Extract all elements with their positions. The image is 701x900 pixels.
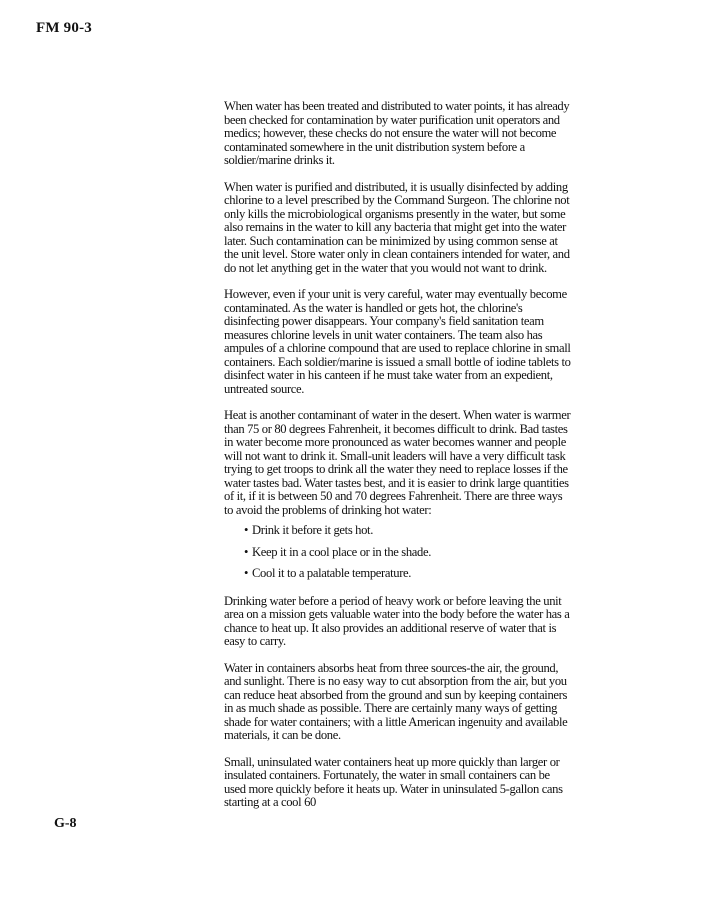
bullet-text: Cool it to a palatable temperature.: [252, 566, 412, 580]
bullet-dot-icon: •: [244, 566, 249, 580]
paragraph-chlorine: When water is purified and distributed, it is usually disinfected by adding chlorine to a level prescribed by the Command Surgeon. The chlorine not only kills the microbiological organisms presently in the water, but some also remains in the water to kill any bacteria that might get into the water later. Such contamination can be minimized by using common sense at the unit level. Store water only in clean containers intended for water, and do not let anything get in the water that you would not want to drink.: [224, 179, 570, 275]
paragraph-drink-before-work: Drinking water before a period of heavy work or before leaving the unit area on a mission gets valuable water into the body before the water has a chance to heat up. It also provides an additional reserve of water that is easy to carry.: [224, 593, 570, 648]
bullet-dot-icon: •: [244, 523, 249, 537]
body-text: [224, 100, 574, 823]
paragraph-treated-water: When water has been treated and distributed to water points, it has already been checked for contamination by water purification unit operators and medics; however, these checks do not ensure the water will not become contaminated somewhere in the unit distribution system before a soldier/marine drinks it.: [224, 99, 570, 167]
bullet-text: Keep it in a cool place or in the shade.: [252, 544, 432, 559]
page-header-doc-id: FM 90-3: [36, 20, 92, 36]
bullet-item: [244, 546, 574, 560]
paragraph-heat: Heat is another contaminant of water in the desert. When water is warmer than 75 or 80 degrees Fahrenheit, it becomes difficult to drink. Bad tastes in water become more pronounced as water becomes wanner and people will not want to drink it. Small-unit leaders will have a very difficult task trying to get troops to drink all the water they need to replace losses if the water tastes bad. Water tastes best, and it is easier to drink large quantities of it, if it is between 50 and 70 degrees Fahrenheit. There are three ways to avoid the problems of drinking hot water:: [224, 408, 571, 517]
bullet-item: [244, 567, 574, 581]
bullet-item: [244, 524, 574, 538]
paragraph-contamination: However, even if your unit is very careful, water may eventually become contaminated. As the water is handled or gets hot, the chlorine's disinfecting power disappears. Your company's field sanitation team measures chlorine levels in unit water containers. The team also has ampules of a chlorine compound that are used to replace chlorine in small containers. Each soldier/marine is issued a small bottle of iodine tablets to disinfect water in his canteen if he must take water from an expedient, untreated source.: [224, 287, 571, 396]
bullet-list: [224, 524, 574, 581]
bullet-text: Drink it before it gets hot.: [252, 523, 374, 537]
paragraph-container-size: Small, uninsulated water containers heat up more quickly than larger or insulated containers. Fortunately, the water in small containers can be used more quickly before it heats up. Water in uninsulated 5-gallon cans starting at a cool 60: [224, 754, 563, 809]
page-number: G-8: [54, 816, 77, 831]
paragraph-heat-sources: Water in containers absorbs heat from three sources-the air, the ground, and sunlight. There is no easy way to cut absorption from the air, but you can reduce heat absorbed from the ground and sun by keeping containers in as much shade as possible. There are certainly many ways of getting shade for water containers; with a little American ingenuity and available materials, it can be done.: [224, 660, 568, 742]
bullet-dot-icon: •: [244, 544, 249, 559]
